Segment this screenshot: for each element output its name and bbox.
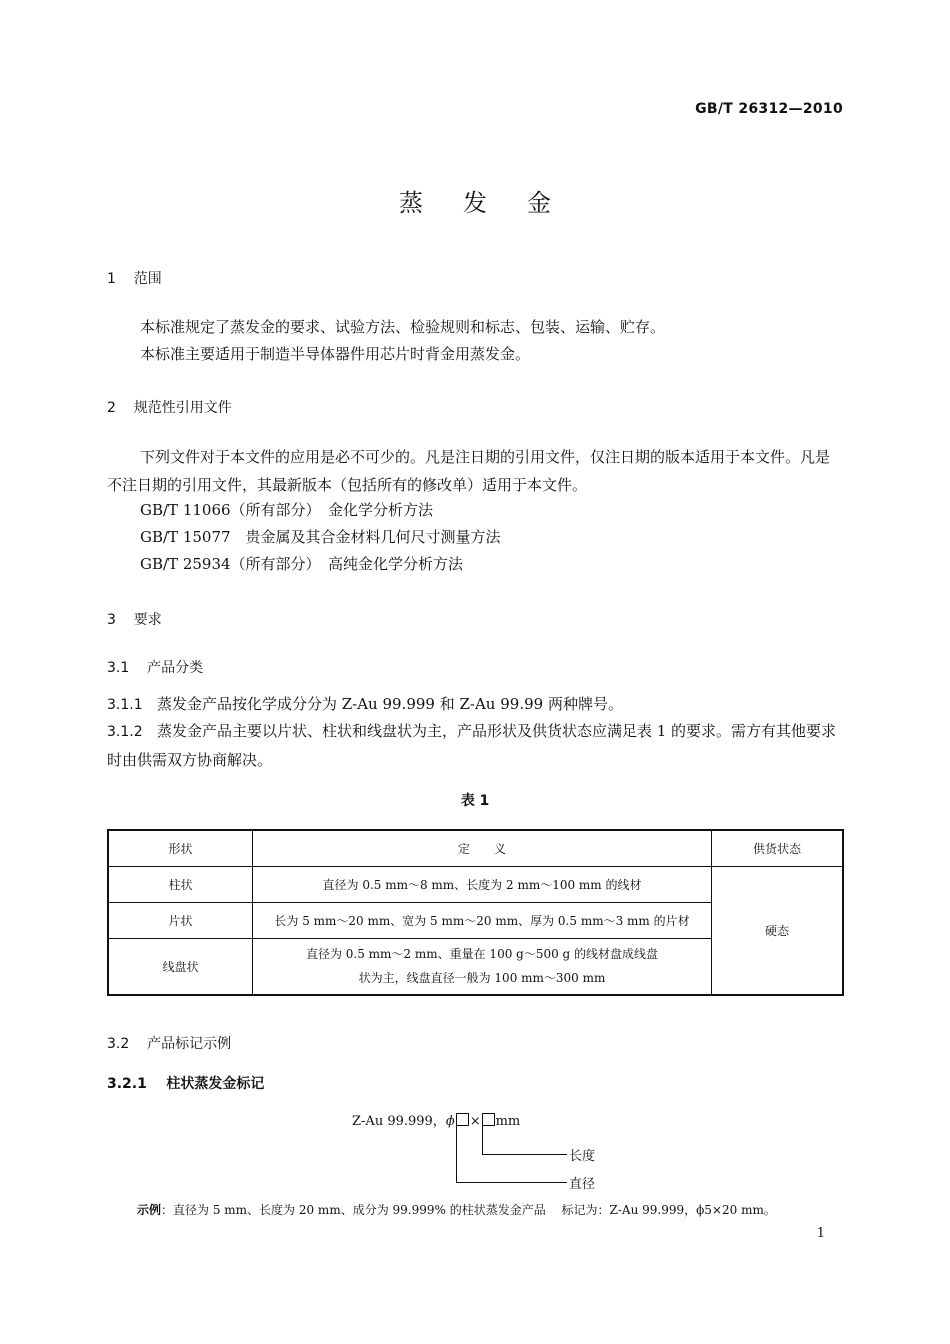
- cell-definition: 直径为 0.5 mm～8 mm、长度为 2 mm～100 mm 的线材: [253, 866, 712, 902]
- clause-3-1-2: [107, 717, 843, 774]
- document-title: 蒸发金: [399, 189, 591, 217]
- header-shape: 形状: [108, 830, 253, 866]
- standard-code: GB/T 26312—2010: [695, 101, 843, 117]
- marking-code: [352, 1110, 520, 1129]
- header-definition: 定 义: [253, 830, 712, 866]
- product-table: [107, 829, 844, 996]
- section-title: 产品标记示例: [147, 1036, 232, 1052]
- example-text: ：直径为 5 mm、长度为 20 mm、成分为 99.999% 的柱状蒸发金产品 标记为：Z-Au 99.999，ϕ5×20 mm。: [161, 1203, 776, 1217]
- page-number: 1: [816, 1226, 825, 1241]
- section-title: 要求: [133, 612, 162, 628]
- clause-number: 3.1.1: [107, 697, 143, 713]
- example-note: [137, 1201, 776, 1218]
- section-3-2-1-heading: [107, 1073, 264, 1093]
- table-row: [108, 866, 843, 902]
- diameter-leader-vertical: [456, 1126, 457, 1183]
- section-number: 3: [107, 612, 116, 628]
- clause-text: 蒸发金产品按化学成分分为 Z-Au 99.999 和 Z-Au 99.99 两种牌号。: [156, 695, 623, 713]
- reference-item: GB/T 25934（所有部分） 高纯金化学分析方法: [140, 555, 464, 573]
- marking-unit: mm: [495, 1114, 521, 1129]
- cell-shape: 片状: [108, 902, 253, 938]
- reference-item: GB/T 15077 贵金属及其合金材料几何尺寸测量方法: [140, 528, 501, 546]
- section-number: 3.2.1: [107, 1076, 147, 1092]
- phi-symbol: ϕ: [445, 1114, 455, 1129]
- cell-shape: 线盘状: [108, 938, 253, 995]
- diameter-label: 直径: [569, 1177, 596, 1192]
- section-number: 1: [107, 271, 116, 287]
- section-number: 3.1: [107, 660, 130, 676]
- diameter-leader-horizontal: [456, 1182, 567, 1183]
- section-2-heading: [107, 397, 232, 417]
- clause-number: 3.1.2: [107, 724, 143, 740]
- length-box: [482, 1113, 495, 1126]
- section-title: 范围: [133, 271, 162, 287]
- header-supply-state: 供货状态: [712, 830, 844, 866]
- marking-prefix: Z-Au 99.999，: [352, 1114, 446, 1129]
- definition-line: 状为主，线盘直径一般为 100 mm～300 mm: [358, 971, 606, 986]
- section-title: 产品分类: [147, 660, 204, 676]
- diameter-box: [456, 1113, 469, 1126]
- clause-3-1-1: [107, 690, 843, 719]
- definition-line: 直径为 0.5 mm～2 mm、重量在 100 g～500 g 的线材盘成线盘: [305, 947, 659, 962]
- length-label: 长度: [569, 1149, 596, 1164]
- cell-definition: 长为 5 mm～20 mm、宽为 5 mm～20 mm、厚为 0.5 mm～3 mm 的片材: [253, 902, 712, 938]
- section-3-1-heading: [107, 657, 203, 677]
- section-title: 规范性引用文件: [133, 400, 232, 416]
- length-leader-horizontal: [482, 1154, 567, 1155]
- section-3-heading: [107, 609, 162, 629]
- section-title: 柱状蒸发金标记: [166, 1076, 265, 1092]
- section-1-paragraph-2: 本标准主要适用于制造半导体器件用芯片时背金用蒸发金。: [140, 345, 531, 363]
- cell-definition: [253, 938, 712, 995]
- times-symbol: ×: [469, 1114, 481, 1129]
- cell-supply-state: 硬态: [712, 866, 844, 995]
- section-number: 2: [107, 400, 116, 416]
- table-caption: 表 1: [460, 793, 490, 809]
- length-leader-vertical: [482, 1126, 483, 1155]
- cell-shape: 柱状: [108, 866, 253, 902]
- clause-text: 蒸发金产品主要以片状、柱状和线盘状为主，产品形状及供货状态应满足表 1 的要求。需方有其他要求时由供需双方协商解决。: [107, 722, 837, 769]
- section-number: 3.2: [107, 1036, 130, 1052]
- section-1-paragraph-1: 本标准规定了蒸发金的要求、试验方法、检验规则和标志、包装、运输、贮存。: [140, 318, 666, 336]
- section-1-heading: [107, 268, 162, 288]
- section-2-paragraph: 下列文件对于本文件的应用是必不可少的。凡是注日期的引用文件，仅注日期的版本适用于本文件。凡是不注日期的引用文件，其最新版本（包括所有的修改单）适用于本文件。: [107, 448, 831, 494]
- example-label: 示例: [137, 1203, 162, 1217]
- table-header-row: [108, 830, 843, 866]
- section-3-2-heading: [107, 1033, 231, 1053]
- reference-item: GB/T 11066（所有部分） 金化学分析方法: [140, 501, 434, 519]
